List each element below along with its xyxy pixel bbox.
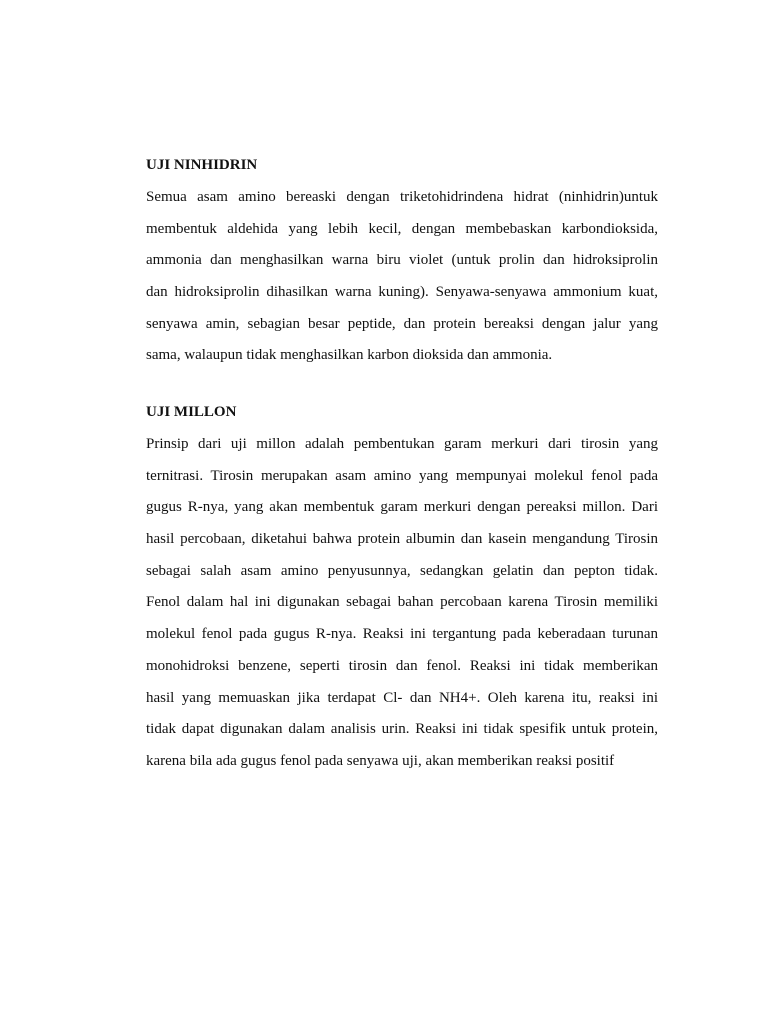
paragraph-line: ammonia dan menghasilkan warna biru violet (untuk prolin dan hidroksiprolin: [146, 252, 658, 269]
paragraph-line: Prinsip dari uji millon adalah pembentukan garam merkuri dari tirosin yang: [146, 436, 658, 452]
section-heading: UJI NINHIDRIN: [146, 157, 258, 173]
paragraph-line: gugus R-nya, yang akan membentuk garam merkuri dengan pereaksi millon. Dari: [146, 499, 658, 516]
paragraph-line: hasil yang memuaskan jika terdapat Cl- dan NH4+. Oleh karena itu, reaksi ini: [146, 689, 658, 706]
section-uji-ninhidrin: [146, 154, 658, 372]
paragraph-line: sebagai salah asam amino penyusunnya, sedangkan gelatin dan pepton tidak.: [146, 562, 658, 579]
paragraph-line: dan hidroksiprolin dihasilkan warna kuning). Senyawa-senyawa ammonium kuat,: [146, 284, 658, 301]
paragraph-line: senyawa amin, sebagian besar peptide, dan protein bereaksi dengan jalur yang: [146, 315, 658, 332]
paragraph: [146, 429, 658, 778]
paragraph-line: membentuk aldehida yang lebih kecil, dengan membebaskan karbondioksida,: [146, 220, 658, 237]
section-uji-millon: [146, 401, 658, 778]
paragraph: [146, 182, 658, 372]
paragraph-line: hasil percobaan, diketahui bahwa protein albumin dan kasein mengandung Tirosin: [146, 531, 658, 548]
paragraph-line: monohidroksi benzene, seperti tirosin dan fenol. Reaksi ini tidak memberikan: [146, 657, 658, 674]
paragraph-line: molekul fenol pada gugus R-nya. Reaksi ini tergantung pada keberadaan turunan: [146, 626, 658, 643]
paragraph-line: Semua asam amino bereaski dengan triketohidrindena hidrat (ninhidrin)untuk: [146, 189, 658, 205]
paragraph-line: Fenol dalam hal ini digunakan sebagai bahan percobaan karena Tirosin memiliki: [146, 594, 658, 611]
paragraph-line: tidak dapat digunakan dalam analisis urin. Reaksi ini tidak spesifik untuk protein,: [146, 721, 658, 738]
paragraph-line: sama, walaupun tidak menghasilkan karbon dioksida dan ammonia.: [146, 347, 553, 364]
section-heading: UJI MILLON: [146, 404, 237, 420]
paragraph-line: ternitrasi. Tirosin merupakan asam amino yang mempunyai molekul fenol pada: [146, 467, 658, 484]
paragraph-line: karena bila ada gugus fenol pada senyawa uji, akan memberikan reaksi positif: [146, 752, 615, 769]
